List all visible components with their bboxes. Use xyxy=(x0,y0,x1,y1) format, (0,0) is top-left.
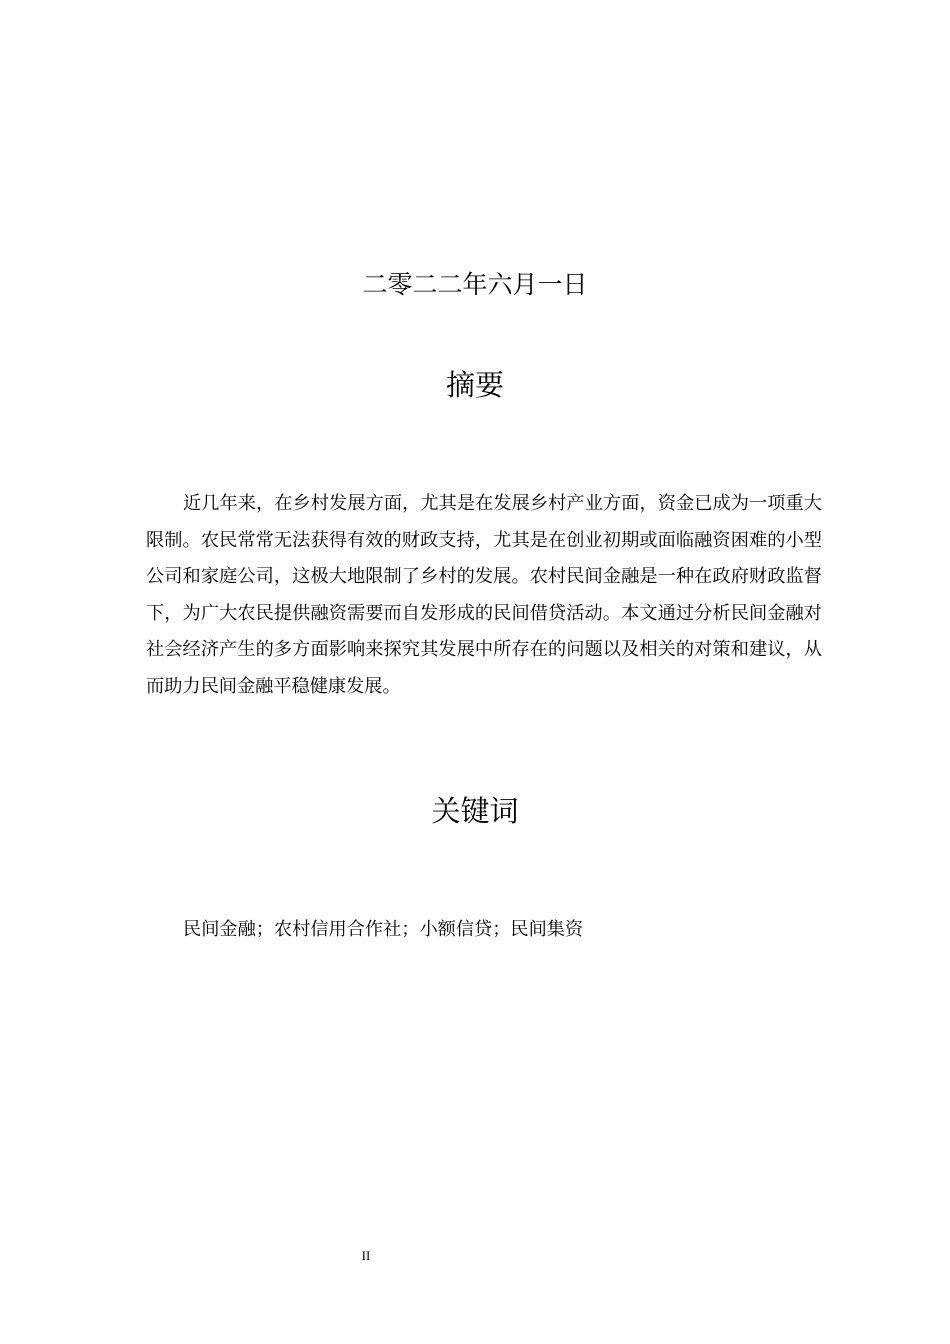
page-number: II xyxy=(361,1248,371,1263)
document-date: 二零二二年六月一日 xyxy=(362,270,588,299)
keywords-list: 民间金融；农村信用合作社；小额信贷；民间集资 xyxy=(183,919,584,940)
abstract-heading: 摘要 xyxy=(445,368,504,402)
keywords-heading: 关键词 xyxy=(431,794,519,828)
abstract-paragraph: 近几年来，在乡村发展方面，尤其是在发展乡村产业方面，资金已成为一项重大限制。农民常常无法获得有效的财政支持，尤其是在创业初期或面临融资困难的小型公司和家庭公司，这极大地限制了乡村的发展。农村民间金融是一种在政府财政监督下，为广大农民提供融资需要而自发形成的民间借贷活动。本文通过分析民间金融对社会经济产生的多方面影响来探究其发展中所存在的问题以及相关的对策和建议，从而助力民间金融平稳健康发展。 xyxy=(146,493,822,697)
